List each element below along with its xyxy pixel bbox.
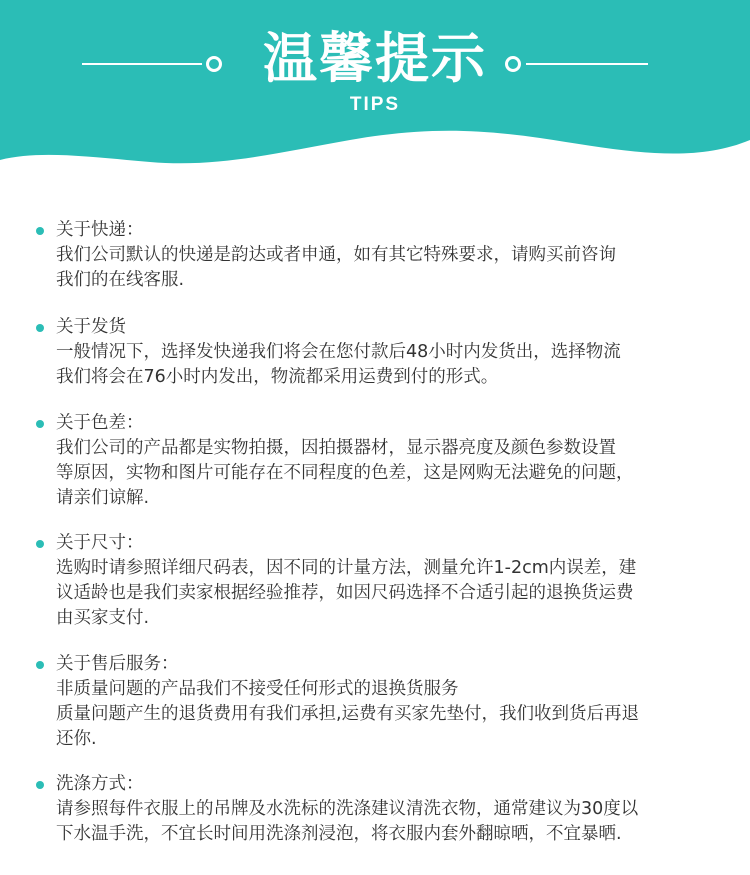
tip-text-line: 由买家支付. (56, 608, 150, 628)
tip-text-line: 选购时请参照详细尺码表，因不同的计量方法，测量允许1-2cm内误差，建 (56, 558, 637, 578)
tip-text-line: 我们将会在76小时内发出，物流都采用运费到付的形式。 (56, 367, 499, 387)
tip-text-line: 质量问题产生的退货费用有我们承担,运费有买家先垫付，我们收到货后再退 (56, 704, 640, 724)
tip-text-line: 我们公司默认的快递是韵达或者申通，如有其它特殊要求，请购买前咨询 (56, 245, 616, 265)
tip-text-line: 一般情况下，选择发快递我们将会在您付款后48小时内发货出，选择物流 (56, 342, 621, 362)
tip-text-line: 我们的在线客服. (56, 270, 185, 290)
tip-heading: 关于快递： (56, 220, 144, 240)
tip-text-line: 还你. (56, 729, 97, 749)
tip-heading: 洗涤方式： (56, 774, 144, 794)
page-title: 温馨提示 (263, 27, 487, 90)
tip-text-line: 非质量问题的产品我们不接受任何形式的退换货服务 (56, 679, 459, 699)
tip-heading: 关于发货 (56, 317, 126, 337)
tip-heading: 关于色差： (56, 413, 144, 433)
tip-text-line: 下水温手洗，不宜长时间用洗涤剂浸泡，将衣服内套外翻晾晒，不宜暴晒. (56, 824, 622, 844)
page-subtitle: TIPS (349, 94, 401, 115)
bullet-dot (36, 661, 44, 669)
tip-heading: 关于尺寸： (56, 533, 144, 553)
tip-text-line: 我们公司的产品都是实物拍摄，因拍摄器材，显示器亮度及颜色参数设置 (56, 438, 616, 458)
tip-text-line: 等原因，实物和图片可能存在不同程度的色差，这是网购无法避免的问题， (56, 463, 634, 483)
bullet-dot (36, 540, 44, 548)
bullet-dot (36, 420, 44, 428)
bullet-dot (36, 227, 44, 235)
tip-text-line: 请亲们谅解. (56, 488, 150, 508)
tip-text-line: 请参照每件衣服上的吊牌及水洗标的洗涤建议清洗衣物，通常建议为30度以 (56, 799, 639, 819)
bullet-dot (36, 324, 44, 332)
bullet-dot (36, 781, 44, 789)
tip-heading: 关于售后服务： (56, 654, 179, 674)
header-banner (0, 0, 750, 200)
tip-text-line: 议适龄也是我们卖家根据经验推荐，如因尺码选择不合适引起的退换货运费 (56, 583, 634, 603)
